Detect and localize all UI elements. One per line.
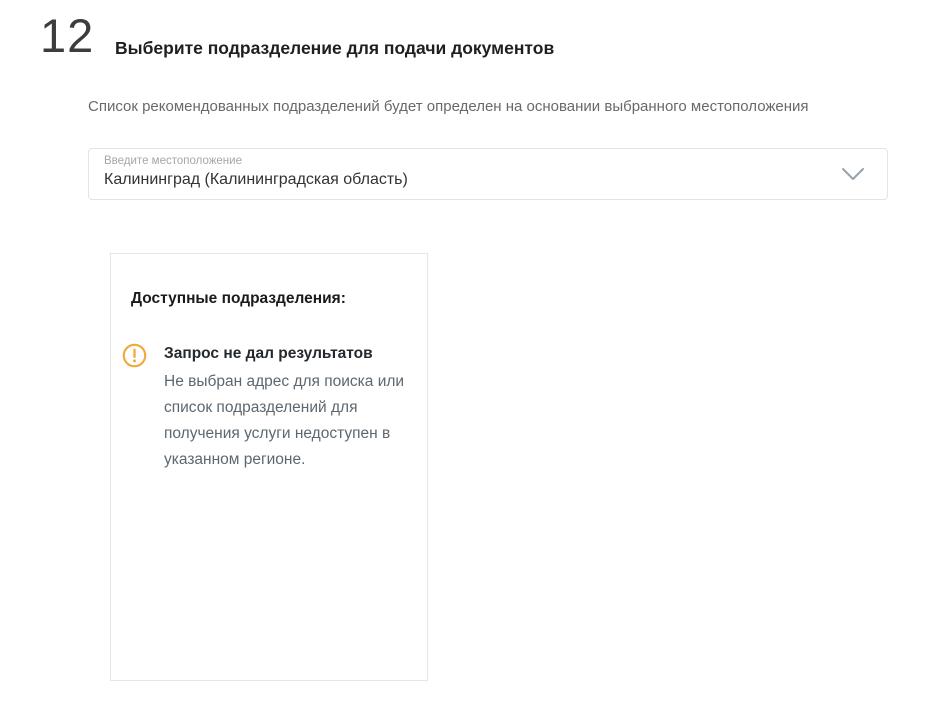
step-number: 12 <box>40 9 95 62</box>
empty-state-message: Не выбран адрес для поиска или список подразделений для получения услуги недоступен в указанном регионе. <box>164 373 405 468</box>
location-select[interactable] <box>88 148 888 200</box>
chevron-down-icon <box>841 167 865 182</box>
description-text: Список рекомендованных подразделений будет определен на основании выбранного местоположения <box>88 98 809 115</box>
divisions-card <box>110 253 428 681</box>
divisions-card-title: Доступные подразделения: <box>131 290 346 307</box>
empty-state-title: Запрос не дал результатов <box>164 345 373 362</box>
location-select-label: Введите местоположение <box>104 155 242 167</box>
page-title: Выберите подразделение для подачи документов <box>115 38 555 58</box>
warning-circle-icon <box>122 343 147 368</box>
location-select-value: Калининград (Калининградская область) <box>104 171 408 188</box>
